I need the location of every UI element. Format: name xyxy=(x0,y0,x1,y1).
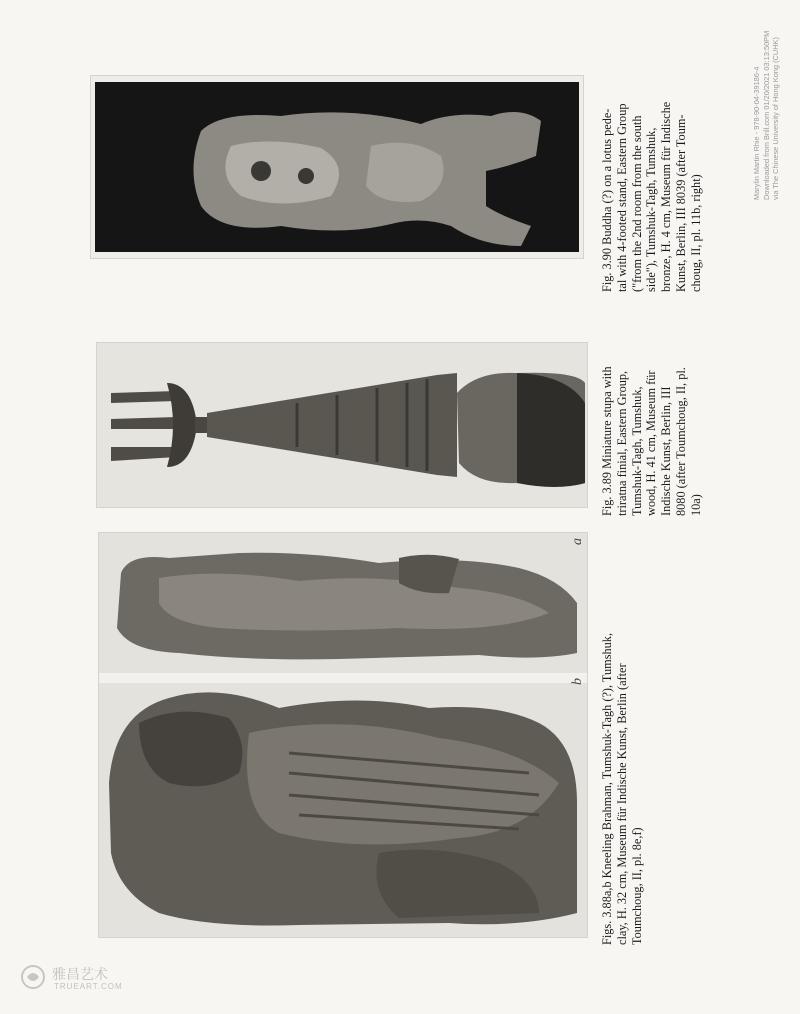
notice-line: via The Chinese University of Hong Kong (CUHK) xyxy=(771,37,780,200)
caption-line: Toumchoug, II, pl. 8e,f) xyxy=(629,827,644,945)
figure-3-89-photo xyxy=(96,342,588,508)
caption-line: wood, H. 41 cm, Museum für xyxy=(644,370,659,516)
caption-line: tal with 4-footed stand, Eastern Group xyxy=(614,103,629,292)
caption-line: Fig. 3.89 Miniature stupa with xyxy=(600,366,614,516)
caption-line: 10a) xyxy=(688,494,703,516)
watermark-en: TRUEART.COM xyxy=(54,982,123,991)
caption-line: Figs. 3.88a,b Kneeling Brahman, Tumshuk-Tagh (?), Tumshuk, xyxy=(600,632,614,945)
caption-line: 8080 (after Toumchoug, II, pl. xyxy=(673,367,688,516)
caption-line: side"), Tumshuk-Tagh, Tumshuk, xyxy=(644,127,659,292)
panel-label-a: a xyxy=(570,538,585,545)
watermark xyxy=(20,962,132,992)
caption-line: bronze, H. 4 cm, Museum für Indische xyxy=(659,101,674,292)
watermark-cn: 雅昌艺术 xyxy=(52,967,108,983)
notice-line: Marylin Martin Rhie - 978-90-04-39186-4 xyxy=(752,66,761,200)
panel-label-b: b xyxy=(570,678,585,685)
caption-line: triratna finial, Eastern Group, xyxy=(614,370,629,516)
caption-line: clay, H. 32 cm, Museum für Indische Kunst, Berlin (after xyxy=(614,663,629,945)
notice-line: Downloaded from Brill.com 01/20/2021 03:13:50PM xyxy=(761,30,771,200)
watermark-logo-icon xyxy=(20,964,46,990)
caption-line: Indische Kunst, Berlin, III xyxy=(659,386,674,516)
caption-line: choug, II, pl. 11b, right) xyxy=(688,174,703,292)
figure-3-88-photo xyxy=(98,532,588,938)
figure-3-90-caption xyxy=(600,42,704,292)
miniature-stupa-image xyxy=(97,343,587,507)
caption-line: Kunst, Berlin, III 8039 (after Toum- xyxy=(673,114,688,292)
kneeling-brahman-image xyxy=(99,533,587,937)
caption-line: Tumshuk-Tagh, Tumshuk, xyxy=(629,386,644,516)
figure-3-88-caption xyxy=(600,540,644,945)
caption-line: ("from the 2nd room from the south xyxy=(629,115,644,292)
buddha-on-lotus-image xyxy=(91,76,583,258)
figure-3-90-photo xyxy=(90,75,584,259)
figure-3-89-caption xyxy=(600,338,704,516)
download-notice xyxy=(752,31,781,200)
caption-line: Fig. 3.90 Buddha (?) on a lotus pede- xyxy=(600,108,614,292)
